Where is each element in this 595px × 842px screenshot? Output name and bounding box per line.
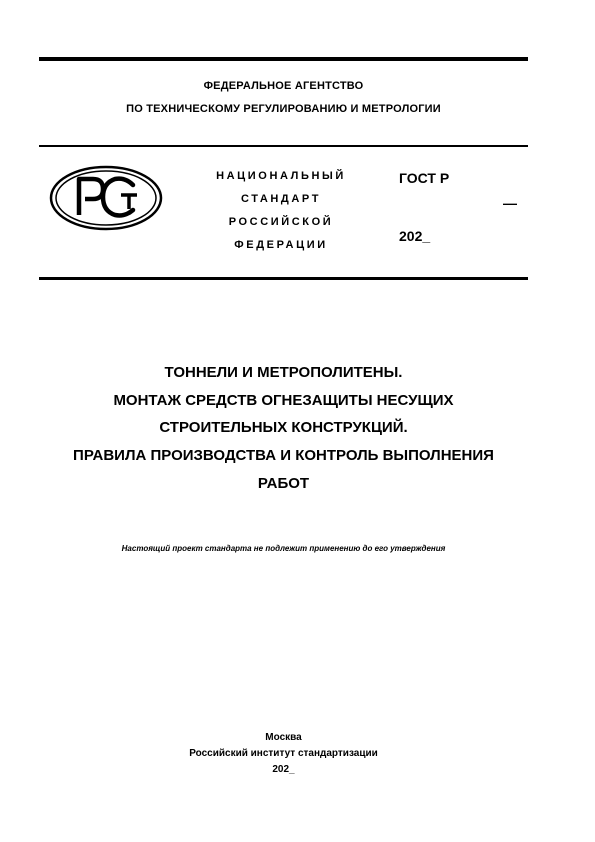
top-divider (39, 57, 528, 61)
document-title-line-2: МОНТАЖ СРЕДСТВ ОГНЕЗАЩИТЫ НЕСУЩИХ (113, 392, 454, 409)
gost-label: ГОСТ Р (399, 170, 450, 186)
national-standard-line-4: ФЕДЕРАЦИИ (234, 239, 328, 251)
gost-year: 202_ (399, 228, 431, 244)
agency-name-line-2: ПО ТЕХНИЧЕСКОМУ РЕГУЛИРОВАНИЮ И МЕТРОЛОГИИ (126, 103, 441, 115)
header-bottom-divider (39, 277, 528, 280)
document-title-line-3: СТРОИТЕЛЬНЫХ КОНСТРУКЦИЙ. (159, 419, 408, 436)
header-divider (39, 145, 528, 147)
document-title-line-5: РАБОТ (257, 475, 310, 492)
footer-year: 202_ (272, 764, 295, 775)
national-standard-line-2: СТАНДАРТ (240, 193, 322, 205)
draft-notice: Настоящий проект стандарта не подлежит применению до его утверждения (121, 544, 446, 553)
national-standard-line-1: НАЦИОНАЛЬНЫЙ (216, 170, 346, 182)
document-title-line-4: ПРАВИЛА ПРОИЗВОДСТВА И КОНТРОЛЬ ВЫПОЛНЕНИЯ (73, 447, 494, 464)
footer-city: Москва (265, 732, 302, 743)
gost-number-blank: — (503, 195, 517, 211)
document-title-line-1: ТОННЕЛИ И МЕТРОПОЛИТЕНЫ. (164, 364, 403, 381)
agency-name-line-1: ФЕДЕРАЛЬНОЕ АГЕНТСТВО (203, 80, 364, 92)
footer-publisher: Российский институт стандартизации (189, 748, 378, 759)
rst-certification-mark-icon (49, 165, 163, 231)
national-standard-line-3: РОССИЙСКОЙ (228, 216, 334, 228)
